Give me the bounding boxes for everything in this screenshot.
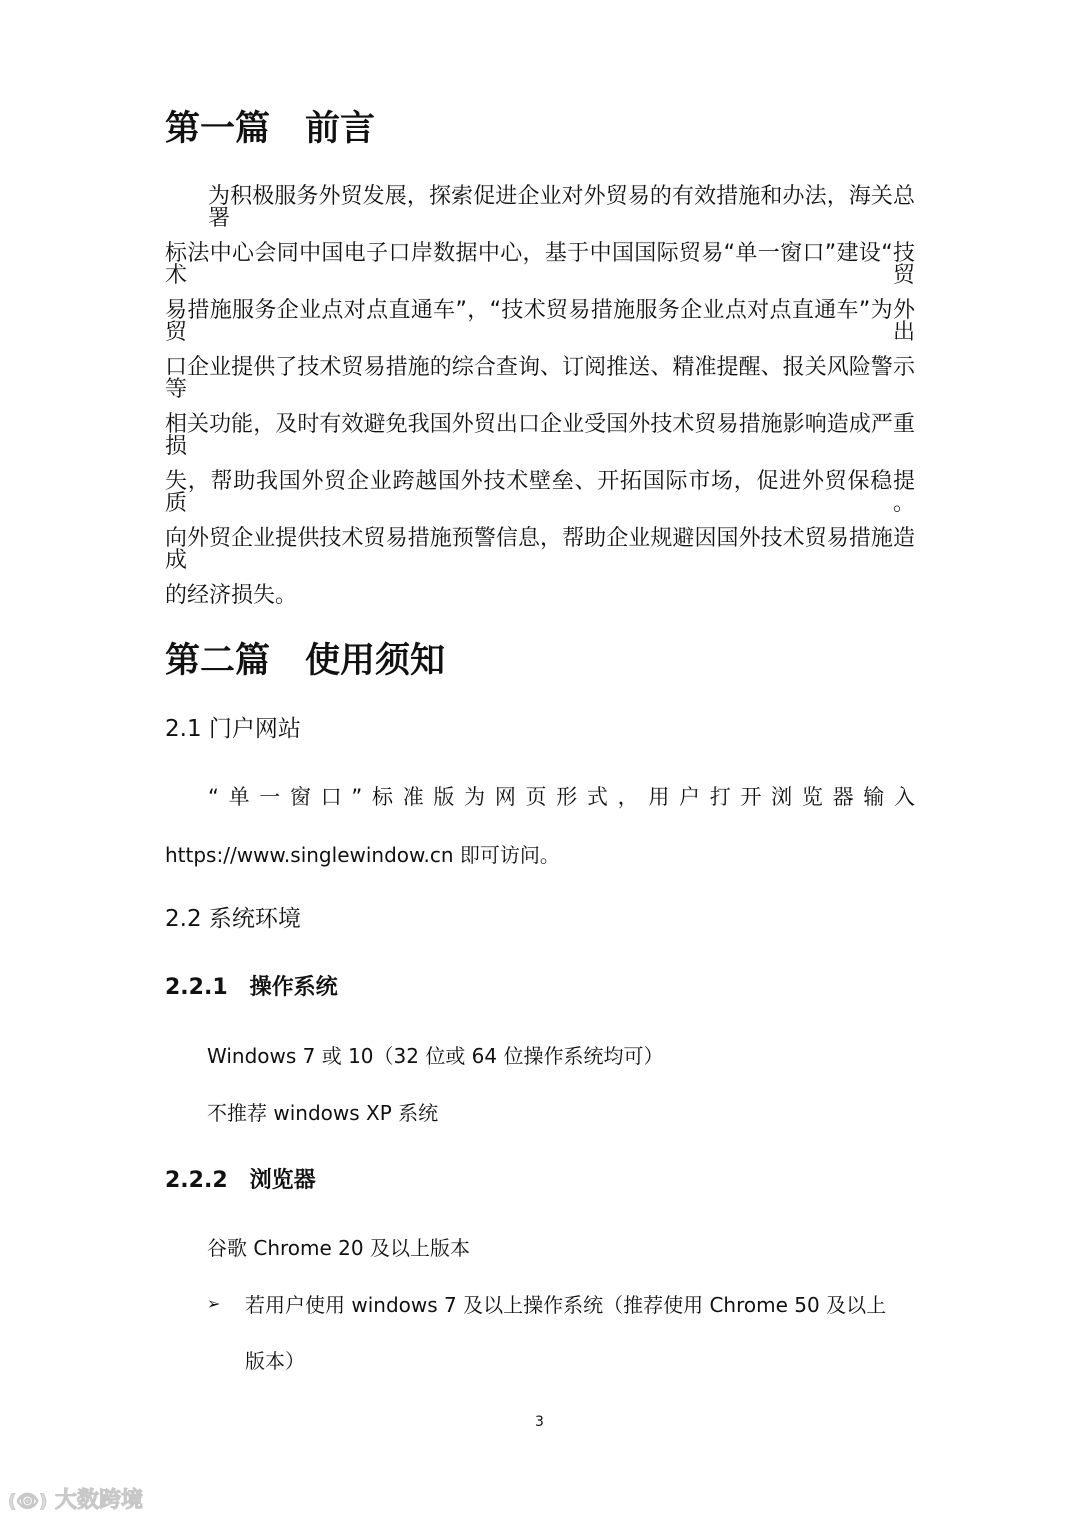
bullet-text-line: 若用户使用 windows 7 及以上操作系统（推荐使用 Chrome 50 及以上 xyxy=(245,1293,887,1317)
heading-2-2: 2.2 系统环境 xyxy=(165,906,301,932)
bullet-arrow-icon: ➢ xyxy=(207,1294,221,1313)
section-title-preface: 第一篇 前言 xyxy=(165,109,376,149)
paragraph-line: 口企业提供了技术贸易措施的综合查询、订阅推送、精准提醒、报关风险警示等 xyxy=(165,355,915,402)
paragraph-line: 标法中心会同中国电子口岸数据中心，基于中国国际贸易“单一窗口”建设“技术贸 xyxy=(165,241,915,288)
os-line: 不推荐 windows XP 系统 xyxy=(207,1101,439,1125)
browser-line: 谷歌 Chrome 20 及以上版本 xyxy=(207,1236,470,1260)
paragraph-line: 易措施服务企业点对点直通车”，“技术贸易措施服务企业点对点直通车”为外贸出 xyxy=(165,298,915,345)
portal-text-line: “单一窗口”标准版为网页形式，用户打开浏览器输入 xyxy=(208,785,915,809)
watermark-text: 大数跨境 xyxy=(54,1488,143,1513)
heading-2-2-1: 2.2.1 操作系统 xyxy=(165,975,338,1000)
watermark-logo: (👁) 大数跨境 xyxy=(8,1488,143,1513)
paragraph-line: 为积极服务外贸发展，探索促进企业对外贸易的有效措施和办法，海关总署 xyxy=(208,184,915,231)
paragraph-line: 失，帮助我国外贸企业跨越国外技术壁垒、开拓国际市场，促进外贸保稳提质。 xyxy=(165,469,915,516)
heading-2-1: 2.1 门户网站 xyxy=(165,716,301,742)
os-line: Windows 7 或 10（32 位或 64 位操作系统均可） xyxy=(207,1044,664,1068)
paragraph-line: 向外贸企业提供技术贸易措施预警信息，帮助企业规避因国外技术贸易措施造成 xyxy=(165,526,915,573)
portal-url-line: https://www.singlewindow.cn 即可访问。 xyxy=(165,843,560,867)
page-number: 3 xyxy=(535,1414,544,1430)
heading-2-2-2: 2.2.2 浏览器 xyxy=(165,1168,316,1193)
section-title-usage: 第二篇 使用须知 xyxy=(165,641,446,681)
bullet-text-line: 版本） xyxy=(245,1349,305,1373)
paragraph-line: 相关功能，及时有效避免我国外贸出口企业受国外技术贸易措施影响造成严重损 xyxy=(165,412,915,459)
paragraph-line: 的经济损失。 xyxy=(165,583,298,608)
